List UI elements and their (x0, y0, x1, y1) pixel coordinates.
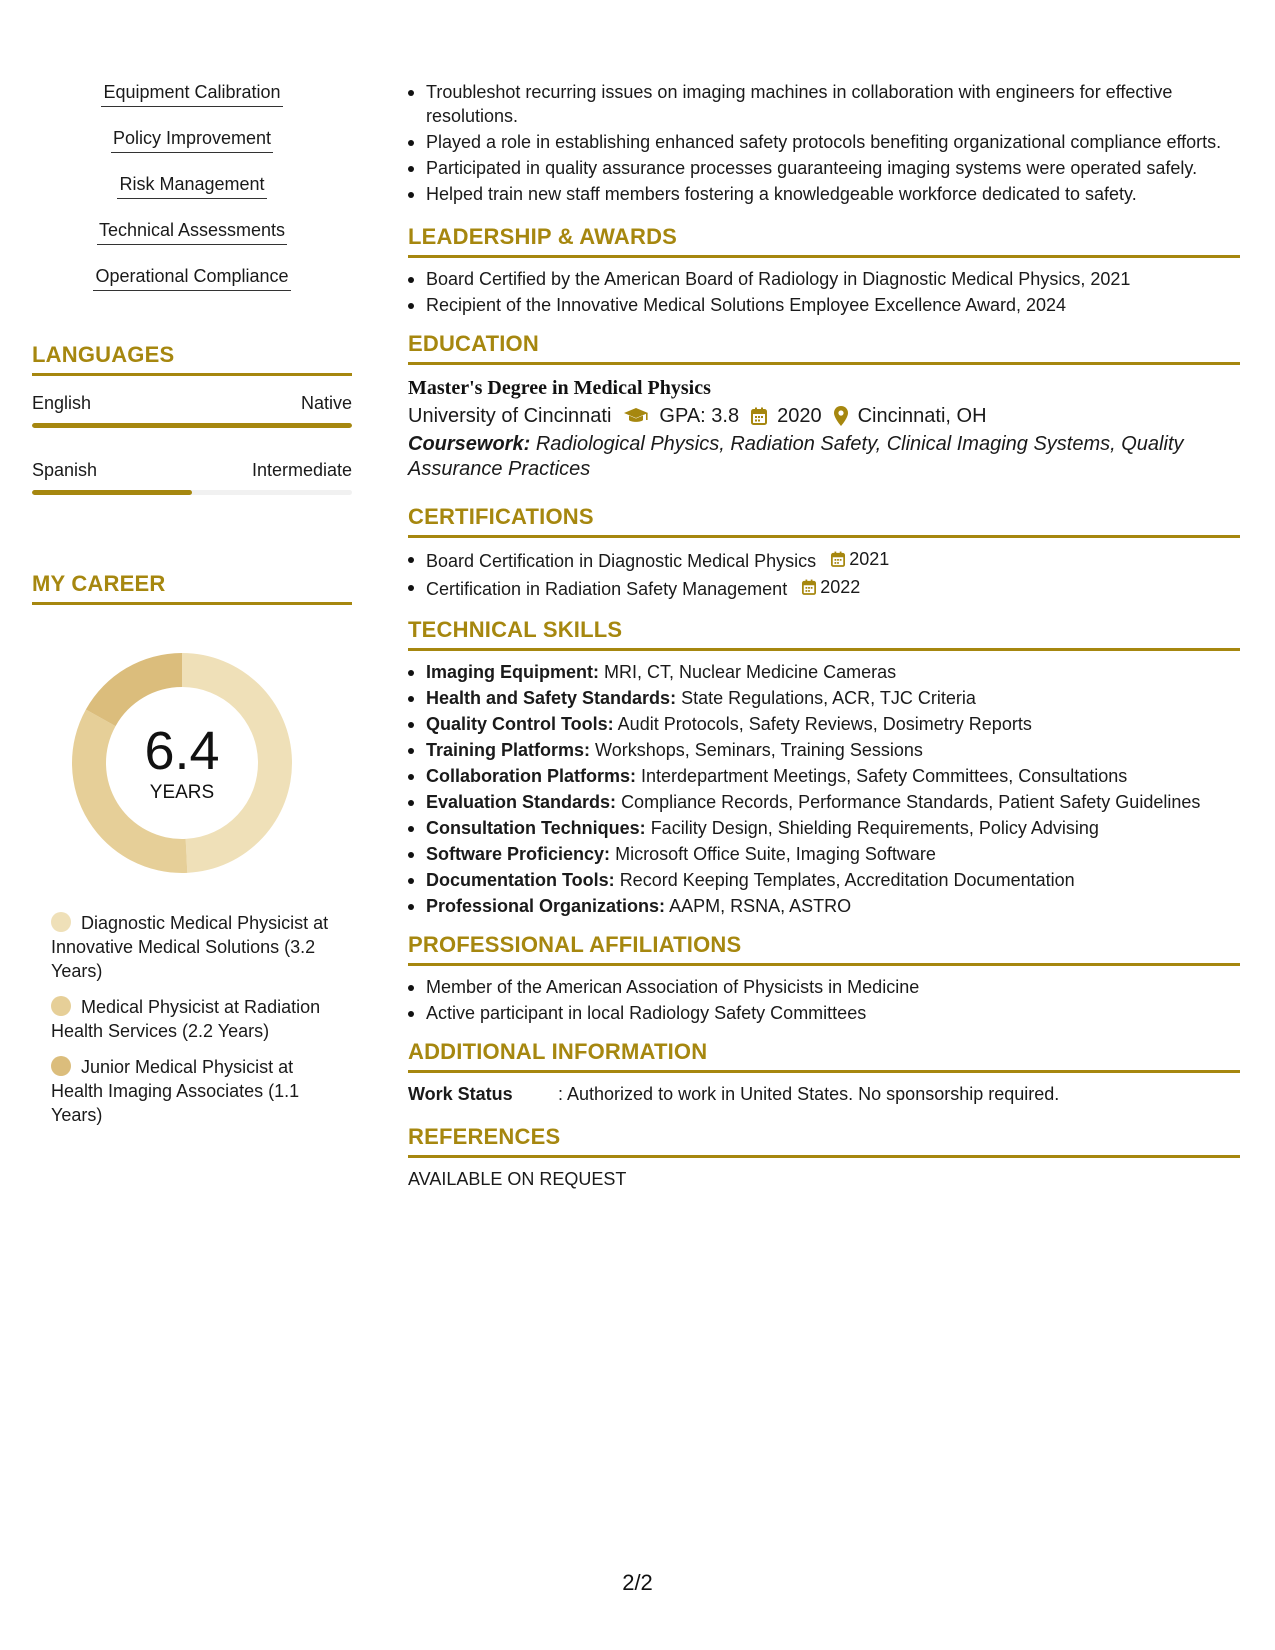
skill-label: Collaboration Platforms: (426, 766, 637, 786)
references-section (408, 1124, 1240, 1191)
additional-info-section (408, 1039, 1240, 1106)
skill-value: State Regulations, ACR, TJC Criteria (681, 688, 976, 708)
technical-skill-item (408, 790, 1240, 814)
technical-skill-item (408, 764, 1240, 788)
experience-bullets (408, 80, 1240, 206)
calendar-icon (831, 551, 845, 567)
certification-year: 2021 (849, 549, 890, 569)
languages-title: LANGUAGES (32, 342, 352, 376)
technical-skills-section (408, 617, 1240, 918)
affiliation-item: Member of the American Association of Physicists in Medicine (408, 975, 1240, 999)
coursework (408, 432, 1240, 482)
legend-dot (51, 912, 71, 932)
language-bar (32, 423, 352, 428)
skill-tag: Operational Compliance (93, 264, 290, 291)
coursework-label: Coursework: (408, 433, 531, 455)
certification-item (408, 575, 1240, 601)
school-location: Cincinnati, OH (857, 405, 987, 427)
technical-skill-item (408, 816, 1240, 840)
skill-value: Compliance Records, Performance Standards, Patient Safety Guidelines (621, 792, 1201, 812)
leadership-item: Recipient of the Innovative Medical Solutions Employee Excellence Award, 2024 (408, 293, 1240, 317)
language-bar-fill (32, 490, 192, 495)
skill-label: Imaging Equipment: (426, 662, 599, 682)
skill-tag: Policy Improvement (111, 126, 273, 153)
skill-tag: Risk Management (117, 172, 266, 199)
certification-name: Certification in Radiation Safety Management (426, 579, 788, 599)
sidebar (32, 80, 352, 1139)
references-text: AVAILABLE ON REQUEST (408, 1169, 627, 1189)
references-title: REFERENCES (408, 1124, 1240, 1158)
legend-dot (51, 1056, 71, 1076)
additional-info-title: ADDITIONAL INFORMATION (408, 1039, 1240, 1073)
language-item (32, 391, 352, 428)
technical-skill-item (408, 842, 1240, 866)
calendar-icon (751, 407, 767, 425)
school-name: University of Cincinnati (408, 405, 612, 427)
technical-skill-item (408, 660, 1240, 684)
certifications-title: CERTIFICATIONS (408, 504, 1240, 538)
skill-value: Workshops, Seminars, Training Sessions (595, 740, 923, 760)
leadership-title: LEADERSHIP & AWARDS (408, 224, 1240, 258)
technical-skills-list (408, 660, 1240, 918)
skill-label: Documentation Tools: (426, 870, 615, 890)
technical-skill-item (408, 712, 1240, 736)
language-name: English (32, 393, 92, 413)
education-section (408, 331, 1240, 482)
technical-skill-item (408, 868, 1240, 892)
languages-section (32, 342, 352, 495)
career-section (32, 571, 352, 1127)
career-title: MY CAREER (32, 571, 352, 605)
career-total-unit: YEARS (149, 782, 215, 803)
language-level: Native (300, 393, 352, 413)
language-bar-fill (32, 423, 352, 428)
technical-skills-title: TECHNICAL SKILLS (408, 617, 1240, 651)
technical-skill-item (408, 686, 1240, 710)
work-status-row (408, 1082, 1240, 1106)
legend-dot (51, 996, 71, 1016)
gpa: GPA: 3.8 (659, 405, 740, 427)
skill-tag: Technical Assessments (97, 218, 287, 245)
skill-label: Professional Organizations: (426, 896, 666, 916)
graduation-year: 2020 (777, 405, 822, 427)
language-item (32, 458, 352, 495)
skill-label: Software Proficiency: (426, 844, 611, 864)
skill-label: Evaluation Standards: (426, 792, 617, 812)
certification-year: 2022 (820, 577, 861, 597)
work-status-label: Work Status (408, 1084, 513, 1104)
page-number: 2/2 (622, 1570, 653, 1595)
language-bar (32, 490, 352, 495)
experience-bullet: Troubleshot recurring issues on imaging machines in collaboration with engineers for effective resolutions. (408, 80, 1240, 128)
skill-tags (32, 80, 352, 310)
career-legend-item (51, 1055, 331, 1127)
experience-bullet: Played a role in establishing enhanced safety protocols benefiting organizational compliance efforts. (408, 130, 1240, 154)
affiliation-item: Active participant in local Radiology Safety Committees (408, 1001, 1240, 1025)
language-name: Spanish (32, 460, 98, 480)
career-legend (51, 911, 331, 1127)
skill-label: Quality Control Tools: (426, 714, 614, 734)
calendar-icon (802, 579, 816, 595)
career-legend-item (51, 911, 331, 983)
leadership-section (408, 224, 1240, 317)
career-total-years: 6.4 (144, 721, 220, 781)
skill-label: Training Platforms: (426, 740, 591, 760)
education-details (408, 402, 1240, 430)
career-job: Junior Medical Physicist at Health Imaging Associates (1.1 Years) (51, 1057, 300, 1125)
career-job: Medical Physicist at Radiation Health Services (2.2 Years) (51, 997, 321, 1041)
affiliations-title: PROFESSIONAL AFFILIATIONS (408, 932, 1240, 966)
certifications-section (408, 504, 1240, 601)
skill-value: AAPM, RSNA, ASTRO (669, 896, 852, 916)
experience-bullet: Participated in quality assurance processes guaranteeing imaging systems were operated safely. (408, 156, 1240, 180)
technical-skill-item (408, 894, 1240, 918)
education-title: EDUCATION (408, 331, 1240, 365)
skill-label: Consultation Techniques: (426, 818, 646, 838)
skill-value: Facility Design, Shielding Requirements, Policy Advising (650, 818, 1099, 838)
career-job: Diagnostic Medical Physicist at Innovative Medical Solutions (3.2 Years) (51, 913, 329, 981)
skill-value: Interdepartment Meetings, Safety Committees, Consultations (641, 766, 1128, 786)
skill-value: MRI, CT, Nuclear Medicine Cameras (604, 662, 897, 682)
experience-bullet: Helped train new staff members fostering a knowledgeable workforce dedicated to safety. (408, 182, 1240, 206)
certification-item (408, 547, 1240, 573)
affiliations-section (408, 932, 1240, 1025)
graduation-cap-icon (623, 407, 649, 425)
language-level: Intermediate (251, 460, 352, 480)
degree-title: Master's Degree in Medical Physics (408, 377, 711, 399)
coursework-list: Radiological Physics, Radiation Safety, Clinical Imaging Systems, Quality Assurance Practices (408, 433, 1184, 480)
leadership-item: Board Certified by the American Board of Radiology in Diagnostic Medical Physics, 2021 (408, 267, 1240, 291)
main-content (408, 80, 1240, 1191)
skill-tag: Equipment Calibration (101, 80, 282, 107)
work-status-value: : Authorized to work in United States. No sponsorship required. (558, 1084, 1060, 1104)
skill-label: Health and Safety Standards: (426, 688, 677, 708)
location-pin-icon (834, 406, 848, 426)
career-donut-chart (62, 643, 302, 883)
skill-value: Audit Protocols, Safety Reviews, Dosimetry Reports (617, 714, 1032, 734)
career-legend-item (51, 995, 331, 1043)
skill-value: Record Keeping Templates, Accreditation Documentation (619, 870, 1075, 890)
certification-name: Board Certification in Diagnostic Medical Physics (426, 551, 817, 571)
technical-skill-item (408, 738, 1240, 762)
skill-value: Microsoft Office Suite, Imaging Software (615, 844, 936, 864)
